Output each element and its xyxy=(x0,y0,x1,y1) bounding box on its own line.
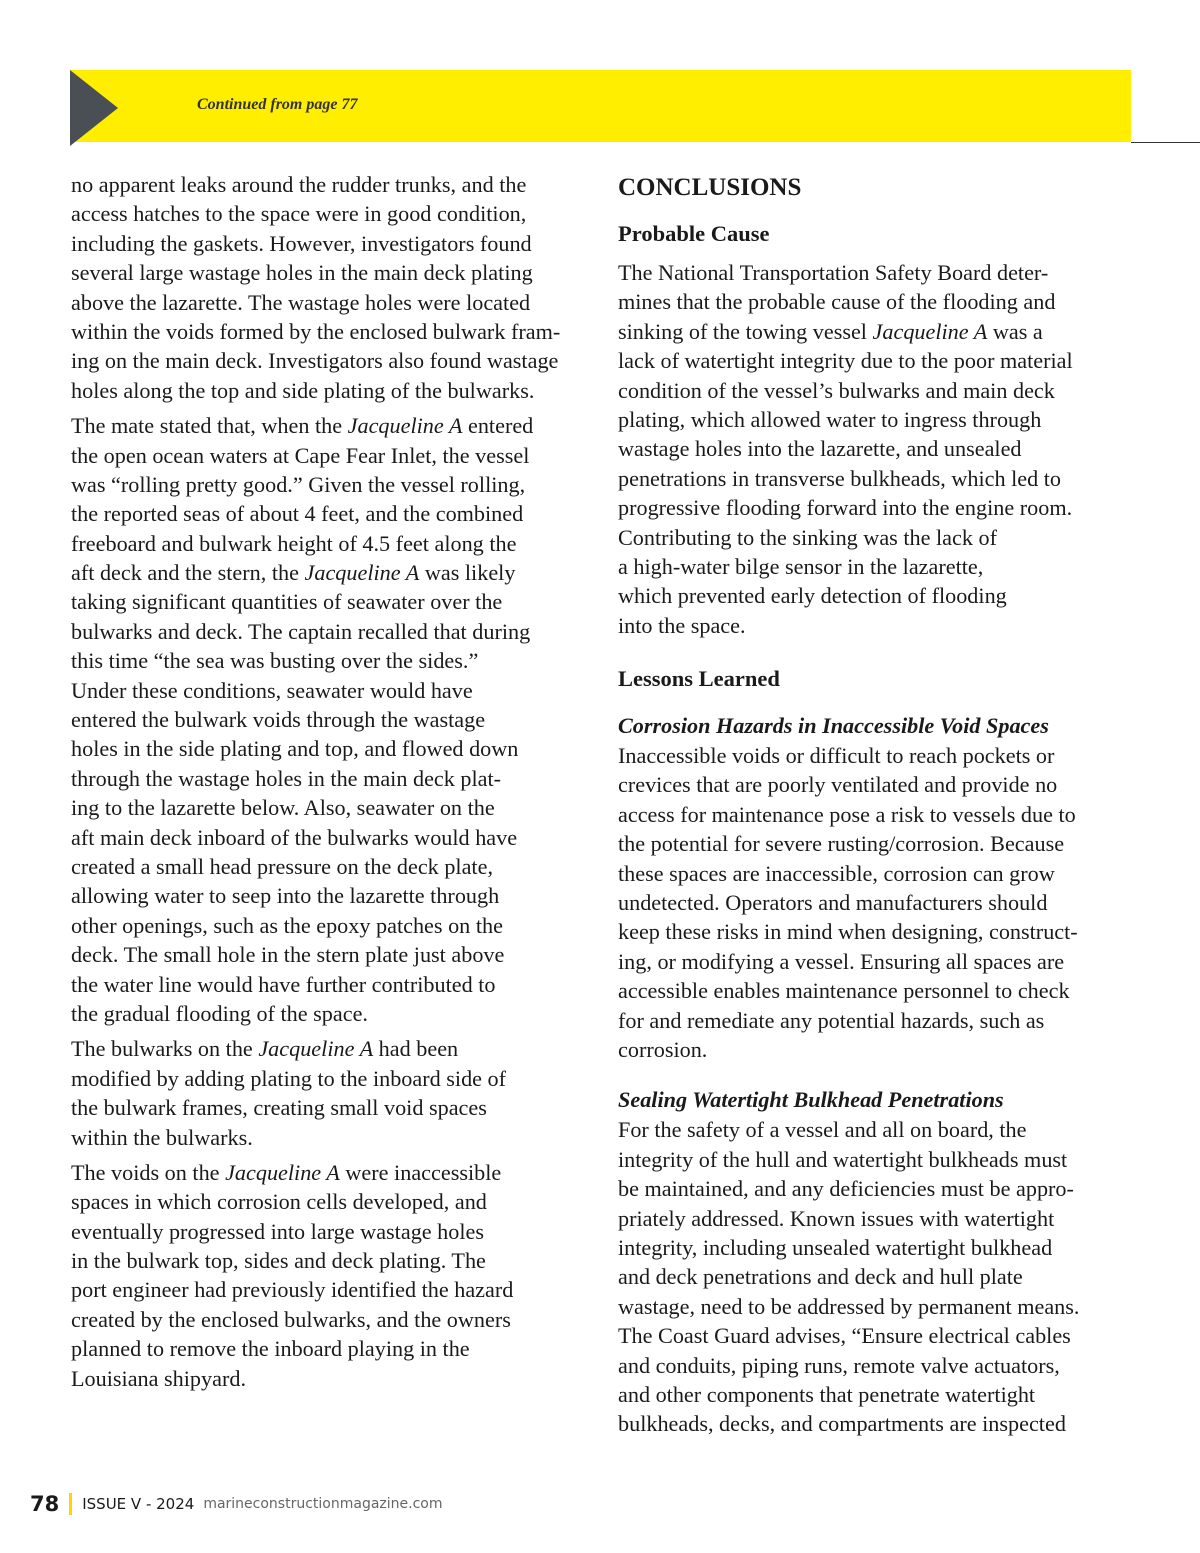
text-line: accessible enables maintenance personnel to check xyxy=(618,978,1070,1004)
text-line: bulkheads, decks, and compartments are inspected xyxy=(618,1411,1066,1437)
text-line: plating, which allowed water to ingress through xyxy=(618,406,1042,432)
footer-divider xyxy=(69,1493,72,1515)
conclusions-heading: CONCLUSIONS xyxy=(618,174,802,201)
text-line: created by the enclosed bulwarks, and the owners xyxy=(71,1306,511,1332)
text-line: the open ocean waters at Cape Fear Inlet, the vessel xyxy=(71,442,530,468)
vessel-name: Jacqueline A xyxy=(347,413,463,439)
text-line: progressive flooding forward into the engine room. xyxy=(618,495,1073,521)
text-line: access hatches to the space were in good condition, xyxy=(71,201,527,227)
paragraph-corrosion-hazards xyxy=(618,741,1148,1064)
text-line: and other components that penetrate watertight xyxy=(618,1381,1036,1407)
page-number: 78 xyxy=(30,1492,60,1516)
header-rule xyxy=(1131,142,1200,143)
text-line: freeboard and bulwark height of 4.5 feet along the xyxy=(71,530,517,556)
text-line: The mate stated that, when the Jacqueline A entered xyxy=(71,413,534,439)
text-line: Louisiana shipyard. xyxy=(71,1365,246,1391)
text-line: the bulwark frames, creating small void spaces xyxy=(71,1095,487,1121)
text-line: for and remediate any potential hazards, such as xyxy=(618,1007,1045,1033)
text-line: ing, or modifying a vessel. Ensuring all spaces are xyxy=(618,948,1065,974)
paragraph-mate-statement xyxy=(71,411,591,1028)
arrow-icon xyxy=(70,70,118,146)
spacer xyxy=(618,703,1148,711)
text-line: lack of watertight integrity due to the poor material xyxy=(618,348,1073,374)
text-line: wastage holes into the lazarette, and unsealed xyxy=(618,436,1022,462)
text-line: and conduits, piping runs, remote valve actuators, xyxy=(618,1352,1060,1378)
page-footer xyxy=(30,1490,442,1518)
text-line: which prevented early detection of flooding xyxy=(618,583,1007,609)
text-line: in the bulwark top, sides and deck plating. The xyxy=(71,1248,486,1274)
text-line: aft main deck inboard of the bulwarks would have xyxy=(71,824,518,850)
spacer xyxy=(618,1070,1148,1085)
text-line: the water line would have further contributed to xyxy=(71,971,496,997)
text-line: Under these conditions, seawater would have xyxy=(71,677,473,703)
vessel-name: Jacqueline A xyxy=(258,1036,374,1062)
text-line: the gradual flooding of the space. xyxy=(71,1000,368,1026)
text-line: other openings, such as the epoxy patches on the xyxy=(71,912,503,938)
text-line: created a small head pressure on the deck plate, xyxy=(71,853,493,879)
text-line: The voids on the Jacqueline A were inaccessible xyxy=(71,1159,502,1185)
vessel-name: Jacqueline A xyxy=(225,1159,340,1185)
text-line: and deck penetrations and deck and hull plate xyxy=(618,1264,1023,1290)
text-line: a high-water bilge sensor in the lazarette, xyxy=(618,553,984,579)
text-line: integrity, including unsealed watertight bulkhead xyxy=(618,1234,1053,1260)
text-line: Contributing to the sinking was the lack of xyxy=(618,524,997,550)
text-line: The bulwarks on the Jacqueline A had been xyxy=(71,1036,459,1062)
text-line: crevices that are poorly ventilated and provide no xyxy=(618,772,1058,798)
vessel-name: Jacqueline A xyxy=(304,560,420,586)
text-line: Inaccessible voids or difficult to reach pockets or xyxy=(618,743,1055,769)
text-line: ing on the main deck. Investigators also found wastage xyxy=(71,348,559,374)
text-line: into the space. xyxy=(618,612,746,638)
text-line: through the wastage holes in the main deck plat- xyxy=(71,765,502,791)
text-line: For the safety of a vessel and all on board, the xyxy=(618,1117,1027,1143)
text-line: was “rolling pretty good.” Given the vessel rolling, xyxy=(71,471,526,497)
website-link[interactable]: marineconstructionmagazine.com xyxy=(203,1496,443,1512)
text-line: condition of the vessel’s bulwarks and main deck xyxy=(618,377,1055,403)
right-column xyxy=(618,170,1148,1445)
text-line: holes in the side plating and top, and flowed down xyxy=(71,736,519,762)
text-line: this time “the sea was busting over the sides.” xyxy=(71,648,479,674)
text-line: keep these risks in mind when designing, construct- xyxy=(618,919,1078,945)
text-line: penetrations in transverse bulkheads, which led to xyxy=(618,465,1062,491)
text-line: mines that the probable cause of the flooding and xyxy=(618,289,1056,315)
text-line: allowing water to seep into the lazarette through xyxy=(71,883,500,909)
text-line: be maintained, and any deficiencies must be appro- xyxy=(618,1176,1074,1202)
text-line: access for maintenance pose a risk to vessels due to xyxy=(618,801,1076,827)
left-column xyxy=(71,170,591,1399)
corrosion-hazards-heading: Corrosion Hazards in Inaccessible Void Spaces xyxy=(618,713,1049,739)
sealing-penetrations-heading: Sealing Watertight Bulkhead Penetrations xyxy=(618,1087,1004,1113)
paragraph-rudder-trunks xyxy=(71,170,591,405)
text-line: entered the bulwark voids through the wastage xyxy=(71,707,486,733)
text-line: within the bulwarks. xyxy=(71,1124,253,1150)
text-line: eventually progressed into large wastage holes xyxy=(71,1218,485,1244)
text-line: holes along the top and side plating of the bulwarks. xyxy=(71,377,535,403)
text-line: including the gaskets. However, investigators found xyxy=(71,230,532,256)
text-line: The National Transportation Safety Board deter- xyxy=(618,260,1049,285)
text-line: planned to remove the inboard playing in the xyxy=(71,1336,470,1362)
text-line: these spaces are inaccessible, corrosion can grow xyxy=(618,860,1055,886)
text-line: modified by adding plating to the inboard side of xyxy=(71,1065,507,1091)
text-line: aft deck and the stern, the Jacqueline A was likely xyxy=(71,560,516,586)
continued-from-label: Continued from page 77 xyxy=(197,96,358,113)
vessel-name: Jacqueline A xyxy=(872,318,988,344)
text-line: bulwarks and deck. The captain recalled that during xyxy=(71,618,531,644)
text-line: The Coast Guard advises, “Ensure electrical cables xyxy=(618,1323,1071,1349)
text-line: integrity of the hull and watertight bulkheads must xyxy=(618,1146,1068,1172)
paragraph-bulwarks-modified xyxy=(71,1034,591,1152)
text-line: spaces in which corrosion cells developed, and xyxy=(71,1189,487,1215)
probable-cause-heading: Probable Cause xyxy=(618,221,770,246)
text-line: several large wastage holes in the main deck plating xyxy=(71,260,533,286)
text-line: priately addressed. Known issues with watertight xyxy=(618,1205,1055,1231)
text-line: port engineer had previously identified the hazard xyxy=(71,1277,514,1303)
text-line: sinking of the towing vessel Jacqueline A was a xyxy=(618,318,1043,344)
text-line: taking significant quantities of seawater over the xyxy=(71,589,503,615)
spacer xyxy=(618,646,1148,664)
paragraph-voids xyxy=(71,1158,591,1393)
text-line: no apparent leaks around the rudder trunks, and the xyxy=(71,172,527,197)
text-line: the reported seas of about 4 feet, and the combined xyxy=(71,501,524,527)
text-line: ing to the lazarette below. Also, seawater on the xyxy=(71,795,495,821)
lessons-learned-heading: Lessons Learned xyxy=(618,666,780,692)
issue-label: ISSUE V - 2024 xyxy=(82,1495,195,1513)
text-line: deck. The small hole in the stern plate just above xyxy=(71,942,505,968)
text-line: wastage, need to be addressed by permanent means. xyxy=(618,1293,1080,1319)
text-line: within the voids formed by the enclosed bulwark fram- xyxy=(71,318,561,344)
text-line: undetected. Operators and manufacturers should xyxy=(618,890,1048,916)
text-line: the potential for severe rusting/corrosion. Because xyxy=(618,831,1065,857)
text-line: above the lazarette. The wastage holes were located xyxy=(71,289,531,315)
text-line: corrosion. xyxy=(618,1036,708,1062)
paragraph-sealing-penetrations xyxy=(618,1115,1148,1438)
paragraph-probable-cause xyxy=(618,258,1148,640)
